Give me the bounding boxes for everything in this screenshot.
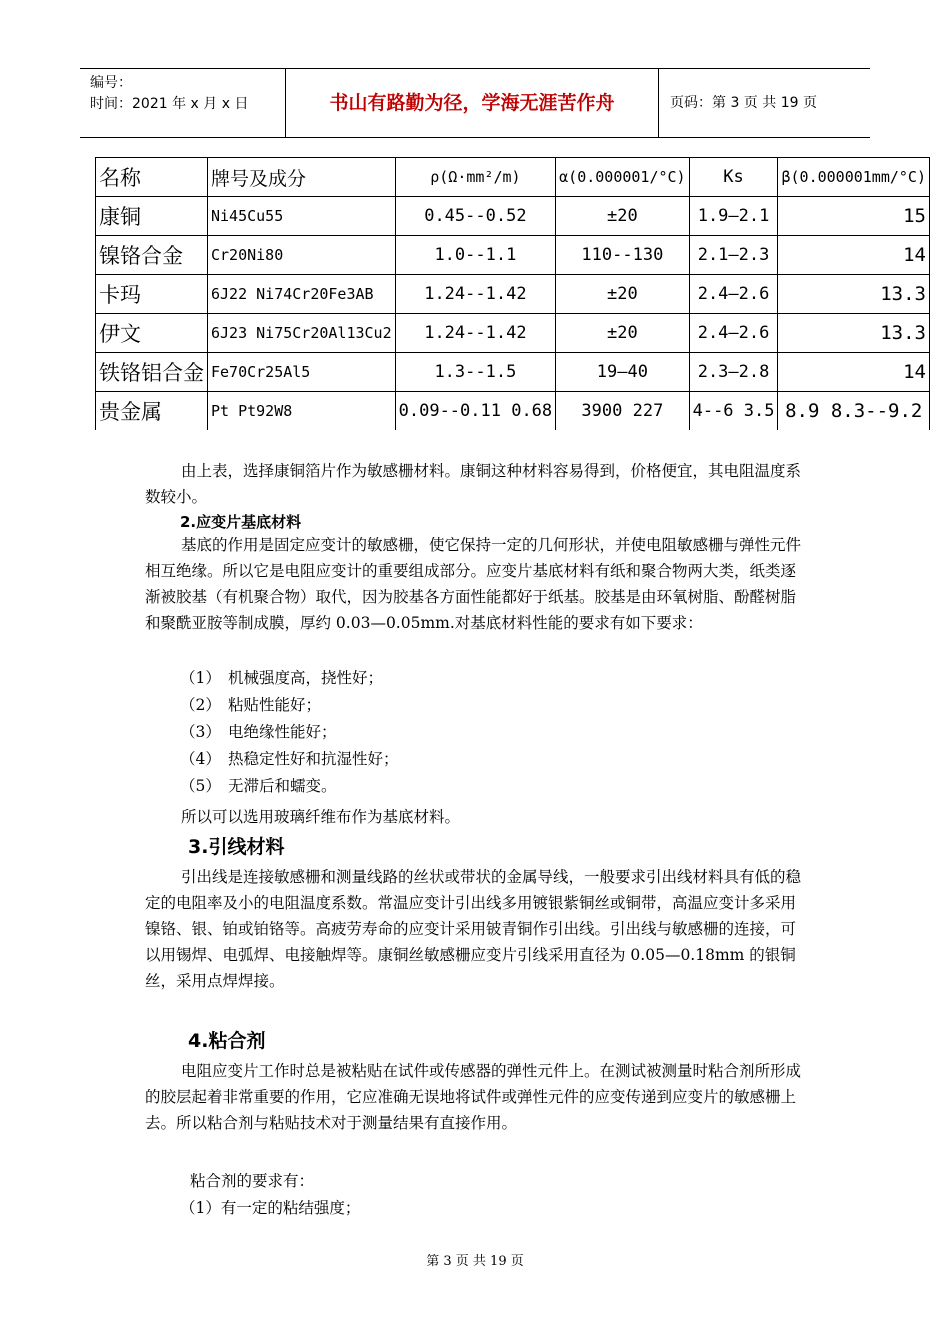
table-cell: 2.3—2.8 <box>689 353 778 392</box>
table-cell: 伊文 <box>96 314 208 353</box>
paragraph-adhesive: 电阻应变片工作时总是被粘贴在试件或传感器的弹性元件上。在测试被测量时粘合剂所形成的胶层起着非常重要的作用，它应准确无误地将试件或弹性元件的应变传递到应变片的敏感栅上去。所以粘合剂与粘贴技术对于测量结果有直接作用。 <box>145 1062 802 1132</box>
paragraph-substrate: 基底的作用是固定应变计的敏感栅，使它保持一定的几何形状，并使电阻敏感栅与弹性元件相互绝缘。所以它是电阻应变计的重要组成部分。应变片基底材料有纸和聚合物两大类，纸类逐渐被胶基（有机聚合物）取代，因为胶基各方面性能都好于纸基。胶基是由环氧树脂、酚醛树脂和聚酰亚胺等制成膜，厚约 0.03—0.05mm.对基底材料性能的要求有如下要求： <box>145 536 802 632</box>
table-cell: 1.0--1.1 <box>395 236 556 275</box>
list-item-number: （5） <box>180 777 221 795</box>
table-cell: 110--130 <box>556 236 689 275</box>
list-item-number: （1） <box>180 669 221 687</box>
paragraph-substrate-choice: 所以可以选用玻璃纤维布作为基底材料。 <box>181 808 461 826</box>
header-page-number: 页码：第 3 页 共 19 页 <box>670 95 817 111</box>
list-item-text: 热稳定性好和抗湿性好； <box>228 750 399 768</box>
column-header: β(0.000001mm/°C) <box>778 158 930 197</box>
table-cell: 14 <box>778 353 930 392</box>
list-item-text: 粘贴性能好； <box>228 696 322 714</box>
table-cell: 13.3 <box>778 314 930 353</box>
time-label: 时间：2021 年 x 月 x 日 <box>90 96 249 112</box>
list-item <box>180 720 337 742</box>
paragraph-table-conclusion: 由上表，选择康铜箔片作为敏感栅材料。康铜这种材料容易得到，价格便宜，其电阻温度系数较小。 <box>145 462 802 506</box>
table-cell: 2.1—2.3 <box>689 236 778 275</box>
table-row <box>96 197 930 236</box>
materials-table <box>95 157 930 430</box>
header-meta <box>90 73 248 115</box>
table-cell: 1.3--1.5 <box>395 353 556 392</box>
table-cell: 铁铬铝合金 <box>96 353 208 392</box>
table-cell: ±20 <box>556 197 689 236</box>
paragraph-leads: 引出线是连接敏感栅和测量线路的丝状或带状的金属导线，一般要求引出线材料具有低的稳定的电阻率及小的电阻温度系数。常温应变计引出线多用镀银紫铜丝或铜带，高温应变计多采用镍铬、银、铂或铂铬等。高疲劳寿命的应变计采用铍青铜作引出线。引出线与敏感栅的连接，可以用锡焊、电弧焊、电接触焊等。康铜丝敏感栅应变片引线采用直径为 0.05—0.18mm 的银铜丝，采用点焊焊接。 <box>145 868 802 990</box>
table-cell: 镍铬合金 <box>96 236 208 275</box>
list-item-number: （4） <box>180 750 221 768</box>
table-cell: Ni45Cu55 <box>208 197 396 236</box>
table-row <box>96 353 930 392</box>
paragraph-adhesive-requirements: 粘合剂的要求有： <box>190 1172 315 1190</box>
table-cell: 13.3 <box>778 275 930 314</box>
page-header <box>80 68 870 138</box>
header-divider <box>658 69 659 137</box>
list-item-text: 无滞后和蠕变。 <box>228 777 337 795</box>
table-cell: 康铜 <box>96 197 208 236</box>
list-item-text: 机械强度高，挠性好； <box>228 669 384 687</box>
list-item-text: 电绝缘性能好； <box>228 723 337 741</box>
table-row <box>96 314 930 353</box>
table-cell: 0.09--0.11 0.68 <box>395 392 556 431</box>
table-cell: 2.4—2.6 <box>689 275 778 314</box>
column-header: Ks <box>689 158 778 197</box>
list-item <box>180 666 383 688</box>
table-cell: 8.9 8.3--9.2 <box>778 392 930 431</box>
table-cell: 卡玛 <box>96 275 208 314</box>
table-cell: 4--6 3.5 <box>689 392 778 431</box>
table-cell: 1.24--1.42 <box>395 314 556 353</box>
page-footer: 第 3 页 共 19 页 <box>426 1254 524 1269</box>
code-label: 编号： <box>90 75 132 91</box>
table-cell: 贵金属 <box>96 392 208 431</box>
table-cell: Pt Pt92W8 <box>208 392 396 431</box>
list-item <box>180 747 399 769</box>
table-cell: 2.4—2.6 <box>689 314 778 353</box>
table-cell: Fe70Cr25Al5 <box>208 353 396 392</box>
column-header: α(0.000001/°C) <box>556 158 689 197</box>
table-cell: 0.45--0.52 <box>395 197 556 236</box>
section-heading-leads: 3.引线材料 <box>188 836 285 858</box>
section-heading-substrate: 2.应变片基底材料 <box>180 513 302 531</box>
list-item <box>180 774 337 796</box>
table-cell: 1.24--1.42 <box>395 275 556 314</box>
table-cell: 19—40 <box>556 353 689 392</box>
table-cell: ±20 <box>556 275 689 314</box>
column-header: 名称 <box>96 158 208 197</box>
list-item-number: （2） <box>180 696 221 714</box>
table-row <box>96 236 930 275</box>
table-cell: 14 <box>778 236 930 275</box>
table-cell: 15 <box>778 197 930 236</box>
adhesive-requirement-item: （1）有一定的粘结强度； <box>180 1199 361 1217</box>
header-motto: 书山有路勤为径，学海无涯苦作舟 <box>329 92 615 114</box>
column-header: 牌号及成分 <box>208 158 396 197</box>
table-cell: 6J23 Ni75Cr20Al13Cu2 <box>208 314 396 353</box>
table-cell: 6J22 Ni74Cr20Fe3AB <box>208 275 396 314</box>
section-heading-adhesive: 4.粘合剂 <box>188 1030 266 1052</box>
list-item-number: （3） <box>180 723 221 741</box>
table-cell: ±20 <box>556 314 689 353</box>
list-item <box>180 693 321 715</box>
table-cell: 3900 227 <box>556 392 689 431</box>
table-cell: 1.9—2.1 <box>689 197 778 236</box>
table-row <box>96 392 930 431</box>
table-cell: Cr20Ni80 <box>208 236 396 275</box>
table-row <box>96 275 930 314</box>
table-header-row <box>96 158 930 197</box>
column-header: ρ(Ω·mm²/m) <box>395 158 556 197</box>
